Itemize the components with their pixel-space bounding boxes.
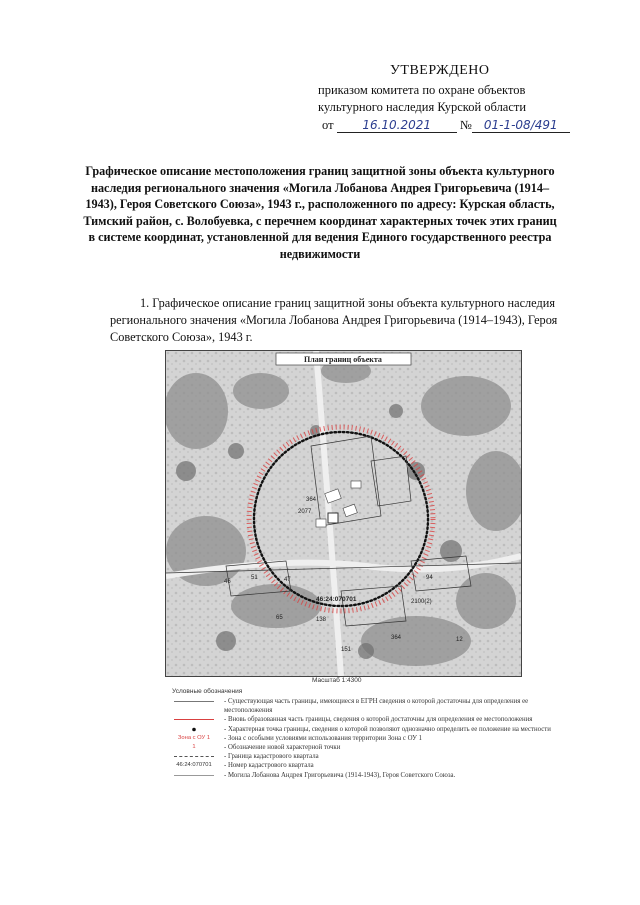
legend-item bbox=[172, 752, 552, 761]
legend-text: - Номер кадастрового квартала bbox=[224, 762, 314, 770]
approval-date: 16.10.2021 bbox=[337, 117, 457, 133]
number-prefix: № bbox=[459, 118, 472, 132]
legend-item bbox=[172, 697, 552, 715]
approval-date-line bbox=[322, 117, 570, 134]
approval-number: 01-1-08/491 bbox=[472, 117, 570, 133]
legend-symbol-quarter-boundary bbox=[172, 752, 216, 761]
map-label-quarter: 46:24:070701 bbox=[316, 596, 357, 603]
legend-symbol-grave bbox=[172, 771, 216, 780]
legend-symbol-existing-boundary bbox=[172, 697, 216, 706]
map-label-plot2: 2077 bbox=[298, 509, 312, 515]
map-label-plot8: 151 bbox=[341, 647, 352, 653]
map-label-plot9: 12 bbox=[456, 637, 463, 643]
map-label-plot3: 51 bbox=[251, 575, 258, 581]
legend-item bbox=[172, 743, 552, 752]
legend-text: - Могила Лобанова Андрея Григорьевича (1914-1943), Героя Советского Союза. bbox=[224, 771, 456, 779]
legend-text: - Существующая часть границы, имеющиеся в ЕГРН сведения о которой достаточны для определения ее местоположения bbox=[224, 698, 529, 715]
map-label-plot5: 46 bbox=[224, 579, 231, 585]
legend-text: - Вновь образованная часть границы, сведения о которой достаточны для определения ее местоположения bbox=[224, 716, 533, 724]
legend-symbol-quarter-number: 46:24:070701 bbox=[176, 762, 212, 769]
legend-item bbox=[172, 761, 552, 770]
map-label-plot6: 65 bbox=[276, 615, 283, 621]
date-prefix: от bbox=[322, 118, 334, 132]
map-label-plot12: 94 bbox=[426, 575, 433, 581]
legend-text: - Граница кадастрового квартала bbox=[224, 753, 319, 761]
approval-line-2: культурного наследия Курской области bbox=[318, 100, 527, 114]
legend-symbol-point bbox=[172, 725, 216, 734]
legend-symbol-zone: Зона с ОУ 1 bbox=[177, 734, 211, 741]
legend-text: - Характерная точка границы, сведения о которой позволяют однозначно определить ее положение на местности bbox=[224, 725, 551, 733]
document-title: Графическое описание местоположения границ защитной зоны объекта культурного наследия регионального значения «Могила Лобанова Андрея Григорьевича (1914–1943), Героя Советского Союза», 1943 г., расположенного по адресу: Курская область, Тимский район, с. Волобуевка, с перечнем координат характерных точек этих границ в системе координат, установленной для ведения Единого государственного реестра недвижимости bbox=[83, 164, 557, 261]
legend-text: - Обозначение новой характерной точки bbox=[224, 744, 341, 752]
section-paragraph bbox=[110, 295, 580, 346]
map-label-plot7: 138 bbox=[316, 617, 327, 623]
map-title: План границ объекта bbox=[304, 355, 382, 364]
legend-text: - Зона с особыми условиями использования территории Зона с ОУ 1 bbox=[224, 734, 423, 742]
boundary-map bbox=[165, 350, 522, 677]
map-label-plot11: 2100(2) bbox=[411, 599, 432, 605]
legend-title: Условные обозначения bbox=[172, 688, 243, 695]
map-scale: Масштаб 1:4300 bbox=[312, 677, 362, 684]
approval-heading: УТВЕРЖДЕНО bbox=[390, 63, 490, 78]
legend-symbol-new-point: 1 bbox=[192, 744, 196, 751]
legend-item bbox=[172, 734, 552, 743]
paragraph-text: 1. Графическое описание границ защитной зоны объекта культурного наследия регионального значения «Могила Лобанова Андрея Григорьевича (1914–1943), Героя Советского Союза», 1943 г. bbox=[110, 296, 558, 344]
map-drawing bbox=[166, 351, 521, 676]
legend bbox=[172, 697, 552, 780]
legend-item bbox=[172, 771, 552, 780]
map-label-plot10: 364 bbox=[391, 635, 402, 641]
legend-item bbox=[172, 715, 552, 724]
map-label-plot1: 364 bbox=[306, 497, 317, 503]
legend-item bbox=[172, 725, 552, 734]
grave-marker bbox=[328, 513, 338, 523]
legend-symbol-new-boundary bbox=[172, 715, 216, 724]
approval-line-1: приказом комитета по охране объектов bbox=[318, 83, 526, 97]
map-label-plot4: 47 bbox=[284, 577, 291, 583]
